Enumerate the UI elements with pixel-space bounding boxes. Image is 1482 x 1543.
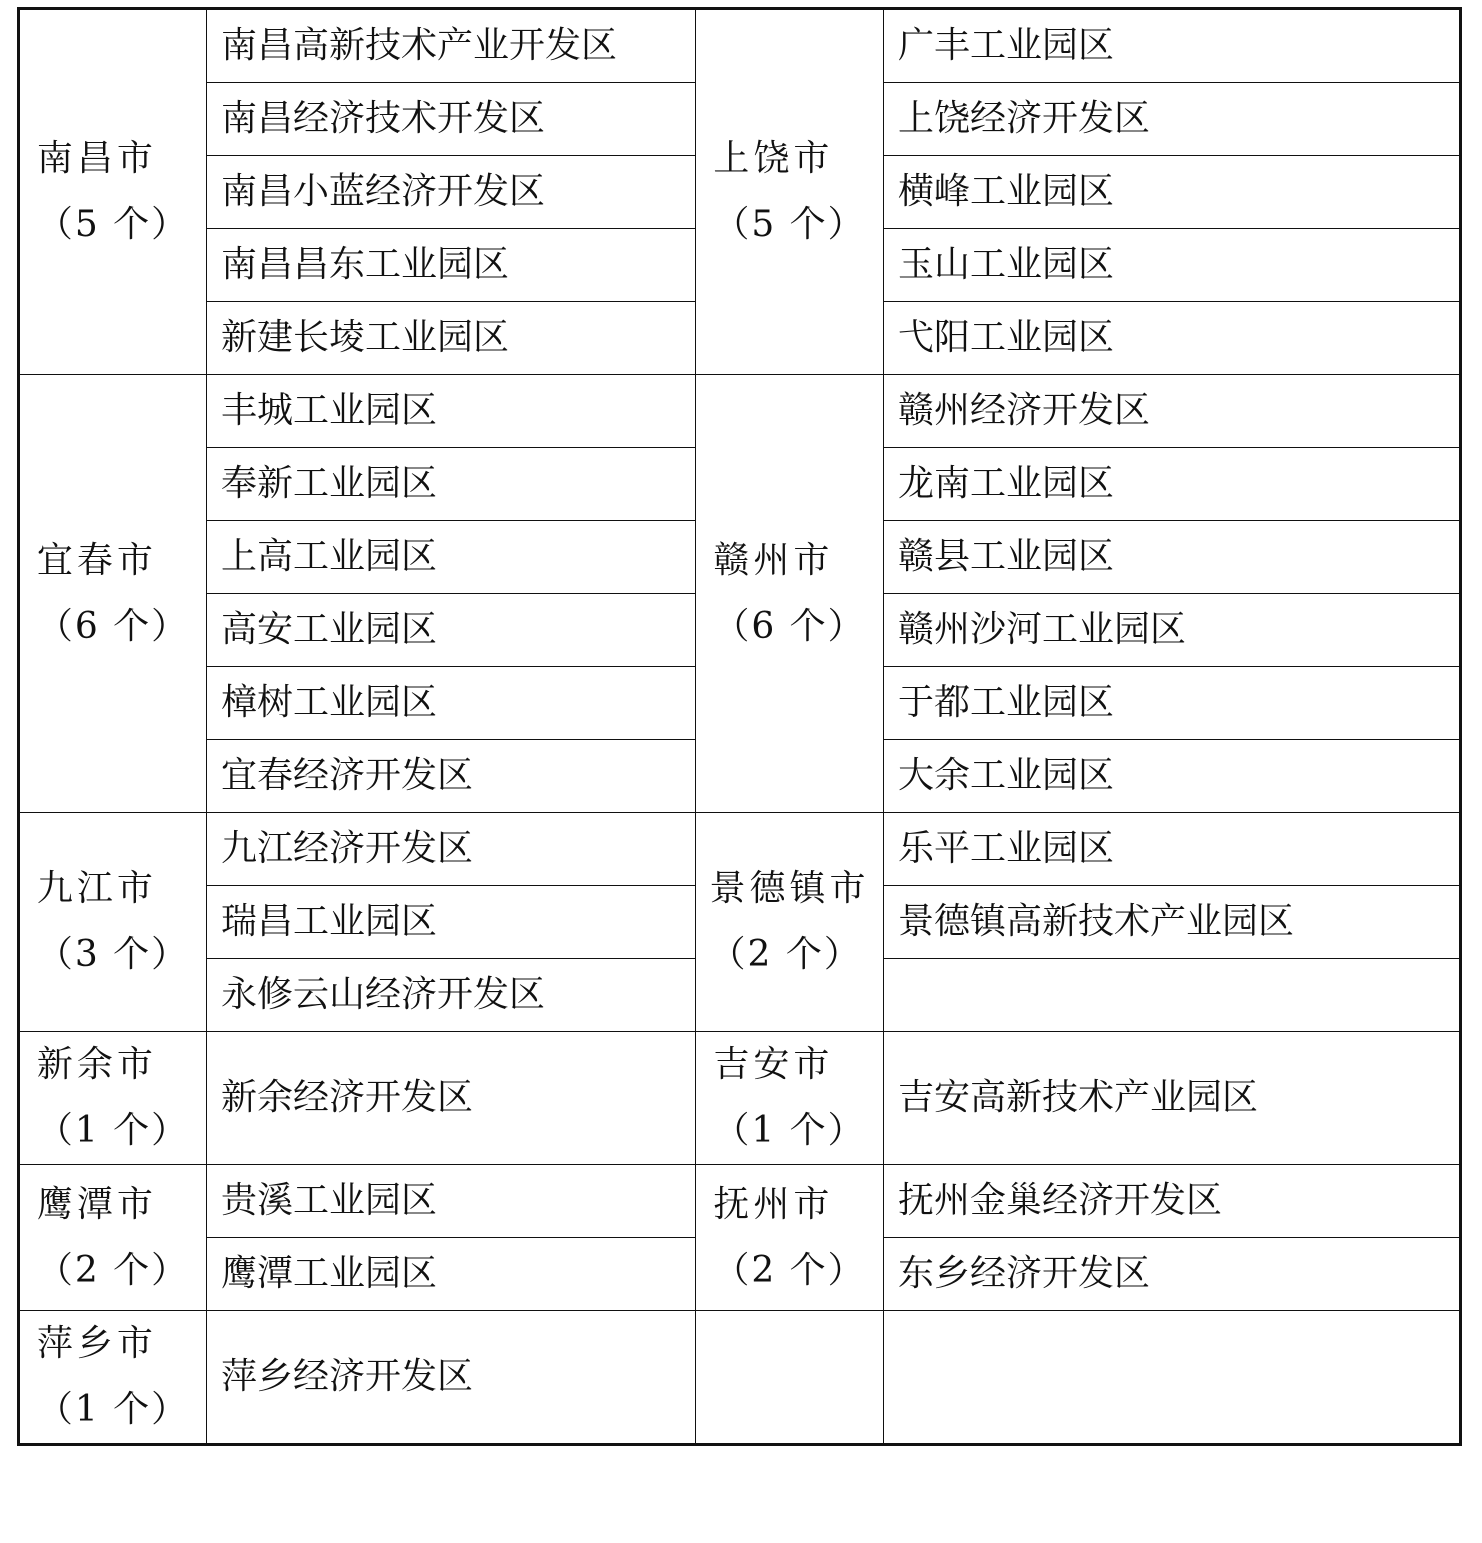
- city-label: [37, 126, 189, 258]
- right-park-cell: 玉山工业园区: [884, 229, 1461, 302]
- left-park-cell: 樟树工业园区: [207, 667, 696, 740]
- table-row: [19, 1032, 1461, 1165]
- left-park-cell: 南昌小蓝经济开发区: [207, 156, 696, 229]
- city-name: 景德镇市: [709, 868, 870, 909]
- city-label: [37, 1032, 189, 1164]
- left-city-cell: [19, 9, 207, 375]
- right-park-cell: [884, 1311, 1461, 1445]
- city-park-count: （5 个）: [713, 204, 866, 245]
- right-park-cell: 上饶经济开发区: [884, 83, 1461, 156]
- left-city-cell: [19, 1032, 207, 1165]
- right-park-cell: 弋阳工业园区: [884, 302, 1461, 375]
- city-park-count: （1 个）: [36, 1110, 190, 1151]
- table-row: [19, 813, 1461, 886]
- city-label: [713, 528, 865, 660]
- left-park-cell: 九江经济开发区: [207, 813, 696, 886]
- left-park-cell: 瑞昌工业园区: [207, 886, 696, 959]
- right-city-cell: [696, 375, 884, 813]
- left-park-cell: 贵溪工业园区: [207, 1165, 696, 1238]
- right-park-cell: 赣州经济开发区: [884, 375, 1461, 448]
- right-park-cell: 于都工业园区: [884, 667, 1461, 740]
- city-label: [37, 528, 189, 660]
- right-park-cell: 吉安高新技术产业园区: [884, 1032, 1461, 1165]
- city-name: 吉安市: [713, 1044, 834, 1085]
- left-city-cell: [19, 375, 207, 813]
- city-name: 新余市: [36, 1044, 157, 1085]
- table-row: [19, 375, 1461, 448]
- right-park-cell: 抚州金巢经济开发区: [884, 1165, 1461, 1238]
- city-name: 赣州市: [713, 539, 834, 581]
- right-city-cell: [696, 813, 884, 1032]
- industrial-parks-table: [17, 7, 1462, 1446]
- city-name: 九江市: [36, 868, 157, 909]
- left-park-cell: 南昌经济技术开发区: [207, 83, 696, 156]
- city-park-count: （1 个）: [713, 1110, 866, 1151]
- city-label: [713, 1032, 865, 1164]
- city-name: 抚州市: [713, 1183, 834, 1225]
- city-park-count: （3 个）: [36, 934, 190, 975]
- right-city-cell: [696, 1311, 884, 1445]
- left-park-cell: 高安工业园区: [207, 594, 696, 667]
- right-park-cell: [884, 959, 1461, 1032]
- right-park-cell: 横峰工业园区: [884, 156, 1461, 229]
- table-body: [19, 9, 1461, 1445]
- city-park-count: （5 个）: [36, 204, 190, 245]
- right-park-cell: 景德镇高新技术产业园区: [884, 886, 1461, 959]
- left-park-cell: 新余经济开发区: [207, 1032, 696, 1165]
- city-park-count: （1 个）: [36, 1389, 190, 1430]
- city-name: 南昌市: [36, 138, 157, 179]
- left-park-cell: 丰城工业园区: [207, 375, 696, 448]
- table-row: [19, 9, 1461, 83]
- city-label: [713, 1172, 865, 1304]
- city-park-count: （2 个）: [36, 1249, 190, 1291]
- right-park-cell: 广丰工业园区: [884, 9, 1461, 83]
- right-park-cell: 赣州沙河工业园区: [884, 594, 1461, 667]
- right-park-cell: 东乡经济开发区: [884, 1238, 1461, 1311]
- left-park-cell: 鹰潭工业园区: [207, 1238, 696, 1311]
- city-name: 鹰潭市: [36, 1183, 157, 1225]
- left-park-cell: 奉新工业园区: [207, 448, 696, 521]
- city-name: 上饶市: [713, 138, 834, 179]
- left-park-cell: 新建长堎工业园区: [207, 302, 696, 375]
- left-park-cell: 萍乡经济开发区: [207, 1311, 696, 1445]
- city-label: [37, 856, 189, 988]
- city-label: [709, 856, 869, 988]
- right-park-cell: 赣县工业园区: [884, 521, 1461, 594]
- city-park-count: （2 个）: [713, 1249, 866, 1291]
- industrial-parks-table-container: [17, 7, 1462, 1446]
- left-park-cell: 上高工业园区: [207, 521, 696, 594]
- right-city-cell: [696, 9, 884, 375]
- city-park-count: （6 个）: [713, 605, 866, 647]
- city-label: [37, 1311, 189, 1443]
- table-row: [19, 1311, 1461, 1445]
- right-park-cell: 乐平工业园区: [884, 813, 1461, 886]
- left-park-cell: 南昌高新技术产业开发区: [207, 9, 696, 83]
- left-city-cell: [19, 1311, 207, 1445]
- right-park-cell: 大余工业园区: [884, 740, 1461, 813]
- right-park-cell: 龙南工业园区: [884, 448, 1461, 521]
- left-park-cell: 南昌昌东工业园区: [207, 229, 696, 302]
- left-city-cell: [19, 813, 207, 1032]
- city-park-count: （2 个）: [709, 934, 862, 975]
- city-name: 宜春市: [36, 539, 157, 581]
- city-park-count: （6 个）: [36, 605, 190, 647]
- right-city-cell: [696, 1165, 884, 1311]
- table-row: [19, 1165, 1461, 1238]
- left-park-cell: 宜春经济开发区: [207, 740, 696, 813]
- city-label: [713, 126, 865, 258]
- city-name: 萍乡市: [36, 1323, 157, 1364]
- left-park-cell: 永修云山经济开发区: [207, 959, 696, 1032]
- right-city-cell: [696, 1032, 884, 1165]
- left-city-cell: [19, 1165, 207, 1311]
- city-label: [37, 1172, 189, 1304]
